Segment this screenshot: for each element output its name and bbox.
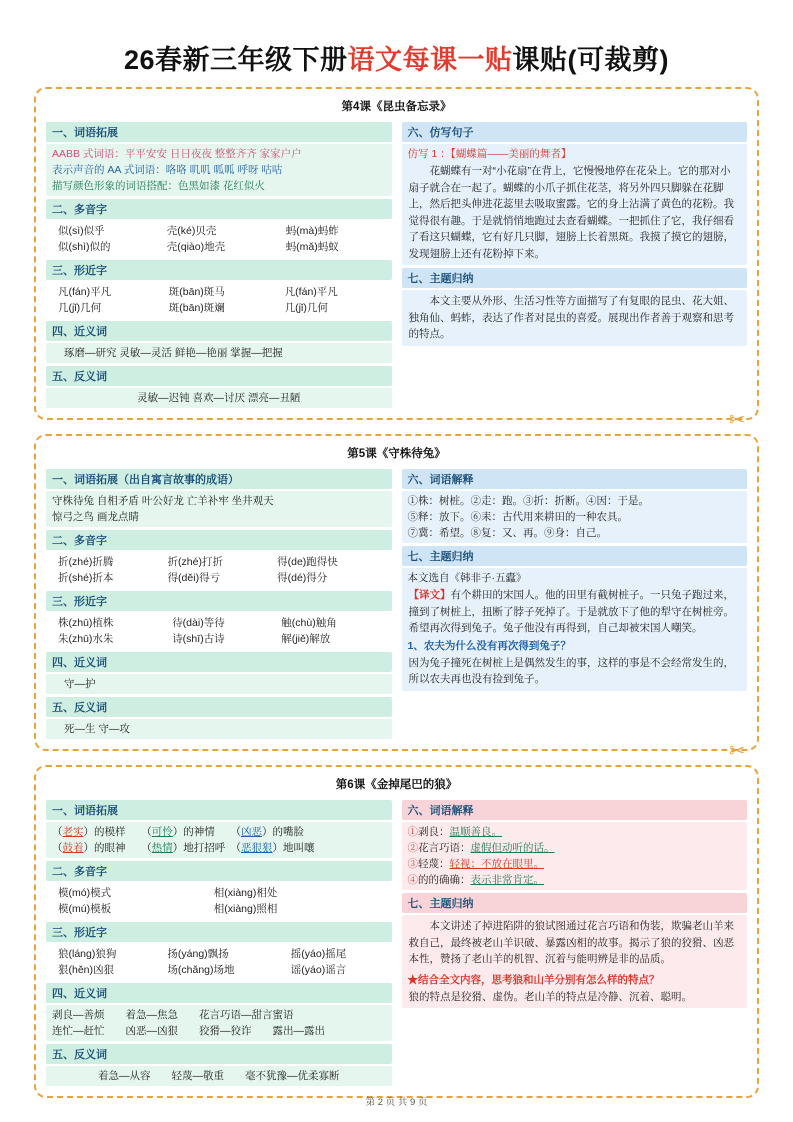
table-row (50, 885, 388, 901)
table-row (50, 570, 388, 586)
lesson-6-jinyici-band (46, 1005, 392, 1041)
list-item: （鼓着）的眼神 （热情）地打招呼 （恶狠狠）地叫嚷 (52, 842, 315, 854)
lesson-6-title: 第6课《金掉尾巴的狼》 (335, 779, 458, 791)
table-row (50, 239, 388, 255)
question-text: 1、农夫为什么没有再次得到兔子？ (407, 639, 571, 652)
lesson-4-zhuti-band (402, 290, 748, 346)
lesson-5-right-column (402, 466, 748, 691)
zhuti-paragraph: 本文讲述了掉进陷阱的狼试图通过花言巧语和伪装，欺骗老山羊来救自己，最终被老山羊识破、暴露凶相的故事。揭示了狼的狡猾、凶恶本性，赞扬了老山羊的机智、沉着与能明辨是非的品质。 (408, 920, 734, 965)
cell: 摇(yáo)摇尾 (290, 948, 347, 960)
lesson-5-fanyici-band (46, 719, 392, 739)
cell: 蚂(mǎ)蚂蚁 (285, 241, 339, 253)
table-row (50, 946, 388, 962)
lesson-6-xingjinzi-band (46, 944, 392, 980)
translation-paragraph (406, 586, 744, 638)
title-suffix: 课贴(可裁剪) (512, 45, 670, 75)
cell: 折(zhé)折腾 (58, 556, 114, 568)
star-question: ★结合全文内容，思考狼和山羊分别有怎么样的特点？ (407, 973, 660, 986)
cell: 扬(yáng)飘扬 (167, 948, 229, 960)
cell: 似(shì)似的 (58, 241, 111, 253)
list-item: 死—生 守—攻 (64, 723, 130, 735)
section-ciyu-tuozhan: 一、词语拓展 (46, 800, 392, 820)
list-item: 琢磨—研究 灵敏—灵活 鲜艳—艳丽 掌握—把握 (64, 347, 283, 359)
lesson-6-jieshi-band (402, 822, 748, 890)
fangxie-paragraph: 花蝴蝶有一对“小花扇”在背上，它慢慢地停在花朵上。它的那对小扇子就合在一起了。蝴蝶的小爪子抓住花茎，将另外四只脚躲在花脚上，然后把头伸进花蕊里去吸取蜜露。它的身上沾满了黄色的花粉。我觉得很有趣。于是就悄悄地跑过去查看蝴蝶。一把抓住了它，我仔细看了看这只蝴蝶，它有好几只脚，翅膀上长着黑斑。我摸了摸它的翅膀，发现翅膀上还有花粉掉下来。 (408, 165, 734, 260)
list-item (406, 824, 744, 840)
blank-answer: 可怜 (151, 826, 173, 838)
lesson-5-xingjinzi-band (46, 613, 392, 649)
item-number: ② (407, 842, 418, 854)
lesson-card-5 (34, 434, 759, 762)
lesson-4-left-column (46, 119, 392, 408)
list-item (406, 872, 744, 888)
section-fanyici: 五、反义词 (46, 1044, 392, 1064)
lesson-5-duoyinzi-band (46, 552, 392, 588)
list-item: 表示声音的 AA 式词语：咯咯 叽叽 呱呱 呼呀 咕咕 (52, 164, 283, 176)
cell: 凡(fán)平凡 (58, 286, 112, 298)
section-xingjinzi: 三、形近字 (46, 260, 392, 280)
list-item (406, 856, 744, 872)
list-item: 剥良—善烦 着急—焦急 花言巧语—甜言蜜语 (52, 1009, 294, 1021)
table-row (50, 901, 388, 917)
cell: 场(chǎng)场地 (167, 964, 235, 976)
blank-answer: 老实 (62, 826, 84, 838)
cell: 触(chù)触角 (281, 617, 337, 629)
lesson-card-6 (34, 765, 759, 1098)
section-fangxie: 六、仿写句子 (402, 122, 748, 142)
cell: 似(sì)似乎 (58, 225, 105, 237)
blank-answer: 热情 (151, 842, 173, 854)
page-footer: 第 2 页 共 9 页 (365, 1097, 428, 1108)
cell: 狼(láng)狼狗 (58, 948, 117, 960)
table-row (50, 615, 388, 631)
lesson-5-jieshi-band (402, 491, 748, 543)
title-prefix: 26春新三年级下册 (123, 45, 348, 75)
list-item: 连忙—赶忙 凶恶—凶狠 狡猾—狡诈 露出—露出 (52, 1025, 325, 1037)
list-item: 描写颜色形象的词语搭配：色黑如漆 花红似火 (52, 180, 265, 192)
list-item: （老实）的模样 （可怜）的神情 （凶恶）的嘴脸 (52, 826, 304, 838)
section-duoyinzi: 二、多音字 (46, 861, 392, 881)
translation-label: 【译文】 (408, 589, 451, 601)
section-duoyinzi: 二、多音字 (46, 530, 392, 550)
section-ciyu-jieshi: 六、词语解释 (402, 469, 748, 489)
star-answer: 狼的特点是狡猾、虚伪。老山羊的特点是冷静、沉着、聪明。 (408, 990, 692, 1003)
list-item: AABB 式词语：平平安安 日日夜夜 整整齐齐 家家户户 (52, 148, 302, 160)
lesson-card-4 (34, 87, 759, 431)
cell: 壳(ké)贝壳 (166, 225, 217, 237)
cell: 折(shé)折本 (58, 572, 114, 584)
blank-answer: 恶狠狠 (241, 842, 273, 854)
lesson-4-duoyinzi-band (46, 221, 392, 257)
lesson-5-jinyici-band (46, 674, 392, 694)
item-word: 轻蔑： (418, 858, 450, 870)
lesson-5-zhuti-band (402, 568, 748, 691)
section-xingjinzi: 三、形近字 (46, 591, 392, 611)
lesson-4-fangxie-band (402, 144, 748, 265)
lesson-6-ciyu-band (46, 822, 392, 858)
section-jinyici: 四、近义词 (46, 321, 392, 341)
cell: 折(zhé)打折 (167, 556, 223, 568)
list-item: 守株待兔 自相矛盾 叶公好龙 亡羊补牢 坐井观天 (52, 495, 274, 507)
section-duoyinzi: 二、多音字 (46, 199, 392, 219)
blank-answer: 鼓着 (62, 842, 84, 854)
section-fanyici: 五、反义词 (46, 697, 392, 717)
section-ciyu-tuozhan: 一、词语拓展 (46, 122, 392, 142)
cell: 相(xiàng)相处 (213, 887, 278, 899)
lesson-6-left-column (46, 797, 392, 1086)
item-explanation: 温顺善良。 (449, 826, 502, 838)
item-number: ③ (407, 858, 418, 870)
table-row (50, 284, 388, 300)
section-zhuti: 七、主题归纳 (402, 893, 748, 913)
list-item (406, 840, 744, 856)
cell: 几(jǐ)几何 (58, 302, 102, 314)
lesson-4-jinyici-band (46, 343, 392, 363)
item-word: 的的确确： (418, 874, 471, 886)
lesson-4-xingjinzi-band (46, 282, 392, 318)
list-item: 惊弓之鸟 画龙点睛 (52, 511, 139, 523)
section-ciyu-jieshi: 六、词语解释 (402, 800, 748, 820)
section-fanyici: 五、反义词 (46, 366, 392, 386)
cell: 诗(shī)古诗 (172, 633, 225, 645)
list-item: ①株：树桩。②走：跑。③折：折断。④因：于是。 (407, 495, 649, 507)
title-highlight: 语文每课一贴 (347, 45, 513, 75)
section-jinyici: 四、近义词 (46, 983, 392, 1003)
answer-text: 因为兔子撞死在树桩上是偶然发生的事，这样的事是不会经常发生的，所以农夫再也没有捡到兔子。 (408, 656, 734, 685)
cell: 狠(hěn)凶狠 (58, 964, 115, 976)
list-item: 着急—从容 轻蔑—敬重 毫不犹豫—优柔寡断 (98, 1070, 340, 1082)
table-row (50, 631, 388, 647)
cell: 株(zhū)植株 (58, 617, 114, 629)
item-word: 花言巧语： (418, 842, 471, 854)
cell: 模(mó)模式 (58, 887, 112, 899)
lesson-5-ciyu-band (46, 491, 392, 527)
lesson-4-fanyici-band (46, 388, 392, 408)
table-row (50, 962, 388, 978)
cell: 朱(zhū)水朱 (58, 633, 114, 645)
cell: 谣(yáo)谣言 (290, 964, 347, 976)
translation-body: 有个耕田的宋国人。他的田里有截树桩子。一只兔子跑过来，撞到了树桩上，扭断了脖子死掉了。于是就放下了他的犁守在树桩旁。希望再次得到兔子。兔子他没有再得到，自己却被宋国人嘲笑。 (408, 589, 734, 634)
table-row (50, 223, 388, 239)
section-zhuti: 七、主题归纳 (402, 546, 748, 566)
list-item: 守—护 (64, 678, 96, 690)
item-number: ① (407, 826, 418, 838)
lesson-6-fanyici-band (46, 1066, 392, 1086)
cell: 几(jǐ)几何 (284, 302, 328, 314)
page-title (0, 0, 793, 87)
item-word: 剥良： (418, 826, 450, 838)
item-number: ④ (407, 874, 418, 886)
item-explanation: 轻视；不放在眼里。 (449, 858, 544, 870)
cell: 模(mú)模板 (58, 903, 112, 915)
table-row (50, 554, 388, 570)
lesson-4-ciyu-band (46, 144, 392, 196)
section-jinyici: 四、近义词 (46, 652, 392, 672)
cell: 斑(bān)斑斓 (168, 302, 225, 314)
source-text: 本文选自《韩非子·五蠹》 (407, 572, 527, 584)
cell: 解(jiě)解放 (281, 633, 331, 645)
blank-answer: 凶恶 (241, 826, 262, 838)
lesson-6-zhuti-band (402, 915, 748, 1008)
list-item: 灵敏—迟钝 喜欢—讨厌 漂亮—丑陋 (137, 392, 301, 404)
section-ciyu-tuozhan: 一、词语拓展（出自寓言故事的成语） (46, 469, 392, 489)
lesson-4-right-column (402, 119, 748, 346)
lesson-5-title: 第5课《守株待兔》 (347, 448, 446, 460)
scissors-icon: ✂ (729, 410, 745, 431)
cell: 壳(qiào)地壳 (166, 241, 226, 253)
lesson-6-right-column (402, 797, 748, 1008)
cell: 相(xiàng)照相 (213, 903, 278, 915)
cell: 得(de)跑得快 (277, 556, 338, 568)
item-explanation: 表示非常肯定。 (470, 874, 544, 886)
lesson-6-duoyinzi-band (46, 883, 392, 919)
list-item: ⑤释：放下。⑥耒：古代用来耕田的一种农具。 (407, 511, 628, 523)
cell: 蚂(mà)蚂蚱 (285, 225, 339, 237)
cell: 待(dài)等待 (172, 617, 225, 629)
cell: 凡(fán)平凡 (284, 286, 338, 298)
fangxie-label: 仿写 1 ：【蝴蝶篇——美丽的舞者】 (407, 148, 572, 160)
cell: 得(děi)得亏 (167, 572, 221, 584)
list-item: ⑦冀：希望。⑧复：又、再。⑨身：自己。 (407, 527, 607, 539)
zhuti-paragraph: 本文主要从外形、生活习性等方面描写了有复眼的昆虫、花大姐、独角仙、蚂蚱，表达了作者对昆虫的喜爱。展现出作者善于观察和思考的特点。 (408, 295, 734, 340)
lesson-4-title: 第4课《昆虫备忘录》 (341, 101, 452, 113)
item-explanation: 虚假但动听的话。 (470, 842, 555, 854)
section-xingjinzi: 三、形近字 (46, 922, 392, 942)
table-row (50, 300, 388, 316)
scissors-icon: ✂ (729, 741, 745, 762)
cell: 斑(bān)斑马 (168, 286, 225, 298)
cell: 得(dé)得分 (277, 572, 328, 584)
lesson-5-left-column (46, 466, 392, 739)
section-zhuti: 七、主题归纳 (402, 268, 748, 288)
